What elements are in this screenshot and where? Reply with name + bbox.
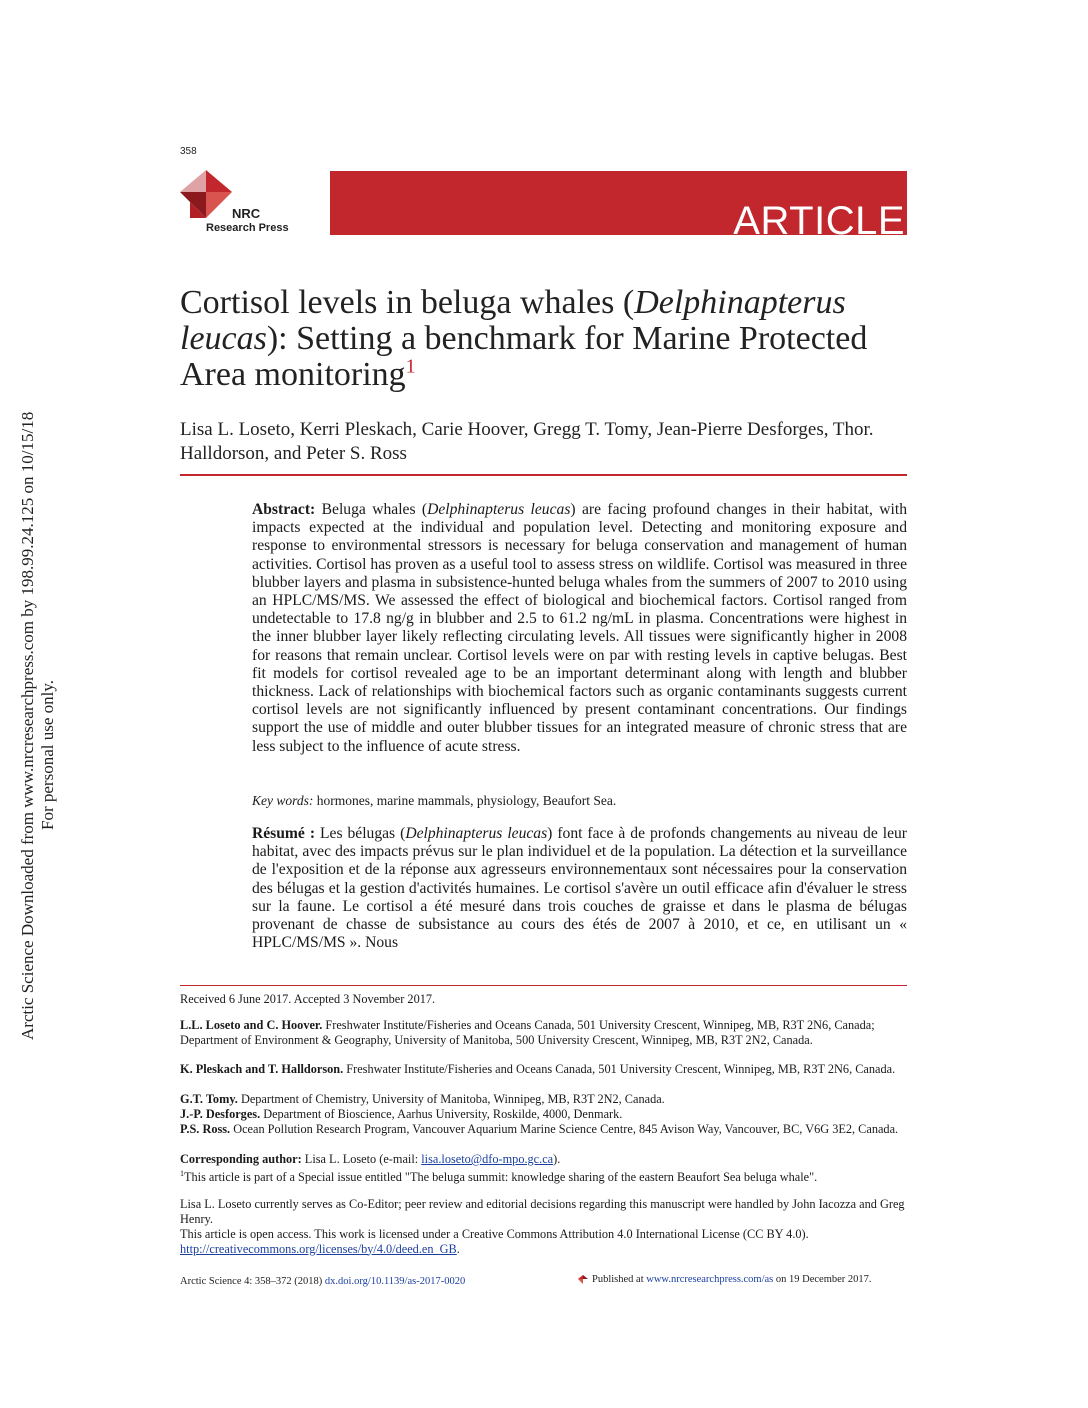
title-part-2: ): Setting a benchmark for Marine Protected Area monitoring [180,320,868,393]
published-suffix: on 19 December 2017. [773,1274,872,1285]
corresponding-email-link[interactable]: lisa.loseto@dfo-mpo.gc.ca [421,1152,554,1166]
nrc-mini-logo-icon [578,1275,588,1285]
resume [252,825,907,952]
watermark-line-2: For personal use only. [38,680,57,830]
affiliation-4 [180,1107,907,1122]
affiliation-5-names: P.S. Ross. [180,1122,231,1136]
resume-label: Résumé : [252,825,316,842]
affiliation-5 [180,1122,907,1137]
keywords-text: hormones, marine mammals, physiology, Beaufort Sea. [313,793,617,808]
affiliation-2-names: K. Pleskach and T. Halldorson. [180,1062,344,1076]
resume-text-a: Les bélugas ( [315,825,406,842]
footnote-1 [180,1167,907,1185]
page-number: 358 [180,146,197,157]
keywords [252,793,907,809]
abstract-text-a: Beluga whales ( [315,501,428,518]
download-watermark [18,340,58,1040]
affiliation-4-names: J.-P. Desforges. [180,1107,261,1121]
resume-species: Delphinapterus leucas [405,825,548,842]
affiliation-2-text: Freshwater Institute/Fisheries and Oceans Canada, 501 University Crescent, Winnipeg, MB, R3T 2N6, Canada. [343,1062,896,1076]
publisher-link[interactable]: www.nrcresearchpress.com/as [646,1274,774,1285]
affiliation-1 [180,1018,907,1047]
affiliation-4-text: Department of Bioscience, Aarhus University, Roskilde, 4000, Denmark. [260,1107,623,1121]
license-note [180,1227,907,1256]
article-label: ARTICLE [733,199,905,243]
header-divider [180,474,907,476]
editor-note: Lisa L. Loseto currently serves as Co-Editor; peer review and editorial decisions regarding this manuscript were handled by John Iacozza and Greg Henry. [180,1197,905,1226]
footnote-1-text: This article is part of a Special issue entitled "The beluga summit: knowledge sharing of the eastern Beaufort Sea beluga whale". [184,1170,818,1185]
article-banner [330,171,907,243]
title-part-1: Cortisol levels in beluga whales ( [180,284,635,321]
title-footnote-mark[interactable]: 1 [405,355,416,378]
author-list: Lisa L. Loseto, Kerri Pleskach, Carie Hoover, Gregg T. Tomy, Jean-Pierre Desforges, Thor. Halldorson, and Peter S. Ross [180,419,874,464]
received-dates: Received 6 June 2017. Accepted 3 November 2017. [180,992,436,1006]
affiliation-1-names: L.L. Loseto and C. Hoover. [180,1018,323,1032]
affiliation-2 [180,1062,907,1077]
journal-reference: Arctic Science 4: 358–372 (2018) [180,1276,325,1287]
title-species: Delphinapterus leucas [180,284,846,357]
footnote-1-mark: 1 [180,1169,184,1178]
doi-link[interactable]: dx.doi.org/10.1139/as-2017-0020 [324,1276,466,1287]
affiliation-1-text: Freshwater Institute/Fisheries and Oceans Canada, 501 University Crescent, Winnipeg, MB, R3T 2N6, Canada; Department of Environment & Geography, University of Manitoba, 500 University Crescent, Winnipeg, MB, R3T 2N2, Canada. [180,1018,875,1047]
corresponding-author-end: ). [553,1152,561,1166]
abstract-species: Delphinapterus leucas [427,501,571,518]
published-prefix: Published at [592,1274,647,1285]
resume-text-b: ) font face à de profonds changements au niveau de leur habitat, avec des impacts prévus sur le plan individuel et de la population. La détection et la surveillance de l'exposition et de la réponse aux agresseurs environnementaux sont nécessaires pour la conservation des bélugas et la gestion d'activités humaines. Le cortisol s'avère un outil efficace afin d'évaluer le stress sur la faune. Le cortisol a été mesuré dans trois couches de graisse et dans le plasma de bélugas provenant de chasse de subsistance au cours des étés de 2007 à 2010, et ce, en utilisant un « HPLC/MS/MS ». Nous [252,825,907,952]
affiliation-3-text: Department of Chemistry, University of Manitoba, Winnipeg, MB, R3T 2N2, Canada. [237,1092,665,1106]
article-title [180,285,900,393]
license-link[interactable]: http://creativecommons.org/licenses/by/4.0/deed.en_GB [180,1241,457,1256]
keywords-label: Key words: [252,793,314,808]
corresponding-author [180,1152,907,1167]
abstract [252,501,907,756]
logo-press-text: Research Press [206,222,289,234]
published-line [578,1274,872,1285]
corresponding-author-label: Corresponding author: [180,1152,302,1166]
abstract-label: Abstract: [252,501,316,518]
corresponding-author-text: Lisa L. Loseto (e-mail: [301,1152,422,1166]
license-end: . [456,1241,460,1256]
affiliation-5-text: Ocean Pollution Research Program, Vancouver Aquarium Marine Science Centre, 845 Avison Way, Vancouver, BC, V6G 3E2, Canada. [230,1122,899,1136]
license-text: This article is open access. This work is licensed under a Creative Commons Attribution 4.0 International License (CC BY 4.0). [180,1227,809,1241]
abstract-text-b: ) are facing profound changes in their habitat, with impacts expected at the individual and population level. Detecting and monitoring exposure and response to environmental stressors is necessary for beluga conservation and management of human activities. Cortisol has proven as a useful tool to assess stress on wildlife. Cortisol was measured in three blubber layers and plasma in subsistence-hunted beluga whales from the summers of 2007 to 2010 using an HPLC/MS/MS. We assessed the effect of biological and biochemical factors. Cortisol ranged from undetectable to 17.8 ng/g in blubber and 2.5 to 61.2 ng/mL in plasma. Concentrations were highest in the inner blubber layer likely reflecting circulating levels. All tissues were significantly higher in 2008 for reasons that remain unclear. Cortisol levels were on par with resting levels in captive belugas. Best fit models for cortisol revealed age to be an important determinant along with length and blubber thickness. Lack of relationships with biochemical factors such as organic contaminants suggests current cortisol levels are not significantly influenced by present contaminant concentrations. Our findings support the use of middle and outer blubber tissues for an integrated measure of chronic stress that are less subject to the influence of acute stress. [252,501,907,755]
affiliation-3 [180,1092,907,1107]
footnote-divider [180,985,907,986]
watermark-line-1: Arctic Science Downloaded from www.nrcresearchpress.com by 198.99.24.125 on 10/15/18 [18,411,37,1040]
journal-citation [180,1276,465,1287]
logo-nrc-text: NRC [232,206,261,221]
affiliation-3-names: G.T. Tomy. [180,1092,238,1106]
